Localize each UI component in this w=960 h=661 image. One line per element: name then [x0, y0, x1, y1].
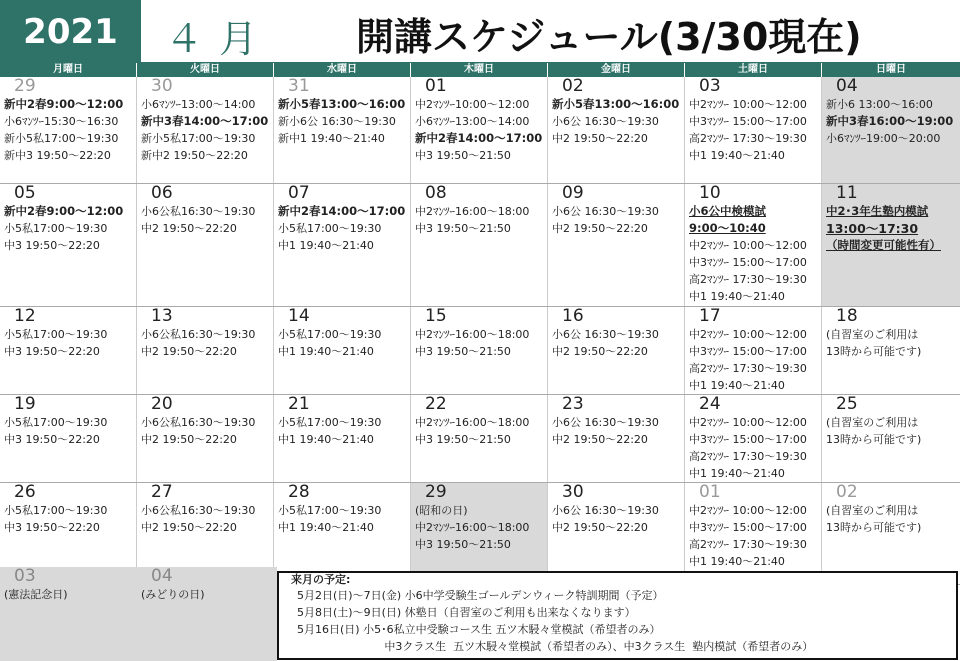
calendar-week-row [0, 77, 960, 184]
day-number: 26 [14, 483, 36, 502]
schedule-entry: 小6公 16:30～19:30 [552, 416, 659, 429]
schedule-entry: (自習室のご利用は [826, 328, 919, 341]
schedule-entry: 小6公 16:30～19:30 [552, 504, 659, 517]
schedule-entry: 小6公私16:30～19:30 [141, 504, 256, 517]
day-number: 16 [562, 307, 584, 326]
schedule-entry: 中3 19:50～21:50 [415, 538, 511, 551]
schedule-entry: 13:00～17:30 [826, 221, 919, 236]
schedule-entry: (自習室のご利用は [826, 416, 919, 429]
schedule-entry: 新中2 19:50～22:20 [141, 149, 248, 162]
schedule-entry: (昭和の日) [415, 504, 468, 517]
day-number: 15 [425, 307, 447, 326]
holiday-note: (憲法記念日) [4, 588, 68, 601]
schedule-entry: 中2ﾏﾝﾂｰ16:00～18:00 [415, 205, 530, 218]
weekday-header: 火曜日 [137, 63, 274, 77]
schedule-entry: 小6ﾏﾝﾂｰ15:30～16:30 [4, 115, 119, 128]
day-number: 20 [151, 395, 173, 414]
schedule-entry: 小5私17:00～19:30 [278, 416, 382, 429]
schedule-entry: (自習室のご利用は [826, 504, 919, 517]
day-number: 09 [562, 184, 584, 203]
calendar-weeks [0, 77, 960, 585]
day-cell [822, 395, 960, 482]
schedule-entry: 小6公中検模試 [689, 204, 767, 218]
day-number: 28 [288, 483, 310, 502]
weekday-header: 日曜日 [822, 63, 960, 77]
day-cell [548, 307, 685, 394]
schedule-entry: 小5私17:00～19:30 [278, 328, 382, 341]
day-cell [411, 307, 548, 394]
schedule-entry: 中3ﾏﾝﾂｰ 15:00～17:00 [689, 521, 807, 534]
schedule-entry: 中3 19:50～21:50 [415, 345, 511, 358]
schedule-entry: 小6公私16:30～19:30 [141, 205, 256, 218]
day-cell [411, 77, 548, 183]
schedule-entry: 中1 19:40～21:40 [278, 239, 374, 252]
day-cell [274, 77, 411, 183]
schedule-entry: 中2 19:50～22:20 [141, 222, 237, 235]
schedule-entry: 中2 19:50～22:20 [141, 521, 237, 534]
day-number: 10 [699, 184, 721, 203]
schedule-entry: 新小6公 16:30～19:30 [278, 115, 396, 128]
schedule-entry: 高2ﾏﾝﾂｰ 17:30～19:30 [689, 132, 807, 145]
day-number: 07 [288, 184, 310, 203]
schedule-entry: 中3ﾏﾝﾂｰ 15:00～17:00 [689, 115, 807, 128]
day-cell [685, 184, 822, 306]
day-number: 30 [151, 77, 173, 96]
day-cell [0, 77, 137, 183]
day-number: 17 [699, 307, 721, 326]
weekday-header: 月曜日 [0, 63, 137, 77]
day-cell [548, 395, 685, 482]
day-cell [548, 184, 685, 306]
schedule-entry: 中3ﾏﾝﾂｰ 15:00～17:00 [689, 345, 807, 358]
day-cell [822, 307, 960, 394]
calendar-week-row [0, 307, 960, 395]
holiday-note: (みどりの日) [141, 588, 205, 601]
day-cell [685, 395, 822, 482]
schedule-entry: 新中2春9:00～12:00 [4, 97, 124, 111]
day-number: 11 [836, 184, 858, 203]
day-number: 29 [14, 77, 36, 96]
schedule-entry: 高2ﾏﾝﾂｰ 17:30～19:30 [689, 538, 807, 551]
schedule-entry: 中2ﾏﾝﾂｰ16:00～18:00 [415, 416, 530, 429]
schedule-entry: 中2 19:50～22:20 [552, 132, 648, 145]
schedule-entry: 中1 19:40～21:40 [689, 290, 785, 303]
day-number: 22 [425, 395, 447, 414]
schedule-entry: 小5私17:00～19:30 [4, 222, 108, 235]
schedule-entry: 13時から可能です) [826, 433, 922, 446]
schedule-entry: 新小6 13:00～16:00 [826, 98, 933, 111]
day-number: 08 [425, 184, 447, 203]
year-label: 2021 [0, 0, 141, 63]
schedule-entry: 13時から可能です) [826, 521, 922, 534]
schedule-entry: 小5私17:00～19:30 [4, 504, 108, 517]
day-number: 02 [836, 483, 858, 502]
day-number: 27 [151, 483, 173, 502]
schedule-entry: （時間変更可能性有） [826, 238, 941, 252]
day-cell-may-04 [137, 567, 277, 661]
schedule-entry: 中3 19:50～22:20 [4, 521, 100, 534]
day-cell [411, 395, 548, 482]
schedule-entry: 小6公 16:30～19:30 [552, 115, 659, 128]
schedule-entry: 小6公 16:30～19:30 [552, 328, 659, 341]
schedule-entry: 高2ﾏﾝﾂｰ 17:30～19:30 [689, 362, 807, 375]
month-label: ４ 月 [165, 17, 260, 61]
schedule-entry: 中3 19:50～22:20 [4, 345, 100, 358]
day-cell [685, 77, 822, 183]
schedule-entry: 新小5私17:00～19:30 [4, 132, 119, 145]
weekday-header: 水曜日 [274, 63, 411, 77]
schedule-entry: 小6公 16:30～19:30 [552, 205, 659, 218]
schedule-entry: 中1 19:40～21:40 [689, 555, 785, 568]
day-cell [822, 77, 960, 183]
day-number: 03 [699, 77, 721, 96]
day-cell [685, 307, 822, 394]
schedule-entry: 中2ﾏﾝﾂｰ 10:00～12:00 [689, 328, 807, 341]
schedule-entry: 中2ﾏﾝﾂｰ10:00～12:00 [415, 98, 530, 111]
schedule-entry: 中2 19:50～22:20 [552, 345, 648, 358]
schedule-entry: 新中2春14:00～17:00 [415, 131, 543, 145]
day-cell [274, 307, 411, 394]
day-number: 04 [836, 77, 858, 96]
schedule-entry: 中3 19:50～21:50 [415, 433, 511, 446]
day-number: 14 [288, 307, 310, 326]
schedule-entry: 新中2春9:00～12:00 [4, 204, 124, 218]
day-number: 30 [562, 483, 584, 502]
day-cell [274, 184, 411, 306]
schedule-entry: 中3ﾏﾝﾂｰ 15:00～17:00 [689, 256, 807, 269]
day-number: 03 [14, 566, 36, 586]
schedule-entry: 中2ﾏﾝﾂｰ16:00～18:00 [415, 521, 530, 534]
schedule-entry: 中3ﾏﾝﾂｰ 15:00～17:00 [689, 433, 807, 446]
day-number: 01 [699, 483, 721, 502]
schedule-entry: 中2ﾏﾝﾂｰ16:00～18:00 [415, 328, 530, 341]
schedule-entry: 中3 19:50～22:20 [4, 239, 100, 252]
day-cell [0, 307, 137, 394]
schedule-entry: 中2ﾏﾝﾂｰ 10:00～12:00 [689, 416, 807, 429]
schedule-entry: 小5私17:00～19:30 [4, 328, 108, 341]
schedule-entry: 小6ﾏﾝﾂｰ13:00～14:00 [141, 98, 256, 111]
day-cell [0, 184, 137, 306]
day-number: 12 [14, 307, 36, 326]
day-cell [137, 77, 274, 183]
weekday-header: 金曜日 [548, 63, 685, 77]
schedule-entry: 新中1 19:40～21:40 [278, 132, 385, 145]
schedule-entry: 中2 19:50～22:20 [552, 433, 648, 446]
schedule-entry: 中1 19:40～21:40 [689, 379, 785, 392]
schedule-entry: 小6公私16:30～19:30 [141, 416, 256, 429]
day-number: 25 [836, 395, 858, 414]
day-number: 24 [699, 395, 721, 414]
schedule-entry: 新小5私17:00～19:30 [141, 132, 256, 145]
schedule-entry: 中2ﾏﾝﾂｰ 10:00～12:00 [689, 504, 807, 517]
schedule-entry: 小5私17:00～19:30 [278, 222, 382, 235]
day-cell [822, 184, 960, 306]
schedule-entry: 中3 19:50～22:20 [4, 433, 100, 446]
schedule-entry: 小5私17:00～19:30 [278, 504, 382, 517]
schedule-entry: 小5私17:00～19:30 [4, 416, 108, 429]
schedule-entry: 中1 19:40～21:40 [278, 521, 374, 534]
schedule-entry: 中1 19:40～21:40 [278, 433, 374, 446]
weekday-header: 木曜日 [411, 63, 548, 77]
next-month-line: 中3クラス生 五ツ木駸々堂模試（希望者のみ）、中3クラス生 塾内模試（希望者のみ） [297, 640, 814, 653]
schedule-entry: 小6公私16:30～19:30 [141, 328, 256, 341]
day-number: 29 [425, 483, 447, 502]
schedule-entry: 新小5春13:00～16:00 [278, 97, 406, 111]
schedule-entry: 中2ﾏﾝﾂｰ 10:00～12:00 [689, 98, 807, 111]
schedule-entry: 高2ﾏﾝﾂｰ 17:30～19:30 [689, 273, 807, 286]
next-month-line: 5月8日(土)～9日(日) 休塾日（自習室のご利用も出来なくなります） [297, 606, 636, 619]
schedule-entry: 新中2春14:00～17:00 [278, 204, 406, 218]
schedule-entry: 中1 19:40～21:40 [278, 345, 374, 358]
weekday-header: 土曜日 [685, 63, 822, 77]
schedule-entry: 中3 19:50～21:50 [415, 222, 511, 235]
schedule-entry: 新小5春13:00～16:00 [552, 97, 680, 111]
day-number: 19 [14, 395, 36, 414]
next-month-line: 5月16日(日) 小5･6私立中受験コース生 五ツ木駸々堂模試（希望者のみ） [297, 623, 661, 636]
schedule-entry: 中2 19:50～22:20 [552, 222, 648, 235]
next-month-box [277, 571, 958, 660]
day-cell [411, 184, 548, 306]
schedule-entry: 中1 19:40～21:40 [689, 467, 785, 480]
schedule-entry: 小6ﾏﾝﾂｰ13:00～14:00 [415, 115, 530, 128]
calendar-week-row [0, 395, 960, 483]
schedule-entry: 高2ﾏﾝﾂｰ 17:30～19:30 [689, 450, 807, 463]
schedule-entry: 新中3春14:00～17:00 [141, 114, 269, 128]
day-number: 04 [151, 566, 173, 586]
day-cell [274, 395, 411, 482]
next-month-line: 5月2日(日)～7日(金) 小6中学受験生ゴールデンウィーク特訓期間（予定） [297, 589, 664, 602]
schedule-entry: 中2 19:50～22:20 [141, 345, 237, 358]
day-cell [137, 307, 274, 394]
day-number: 21 [288, 395, 310, 414]
day-number: 18 [836, 307, 858, 326]
day-cell [137, 184, 274, 306]
day-number: 06 [151, 184, 173, 203]
calendar-grid [0, 63, 960, 585]
day-cell [137, 395, 274, 482]
calendar-week-row [0, 184, 960, 307]
schedule-entry: 新中3春16:00～19:00 [826, 114, 954, 128]
day-number: 31 [288, 77, 310, 96]
schedule-entry: 中2･3年生塾内模試 [826, 204, 929, 218]
schedule-entry: 中1 19:40～21:40 [689, 149, 785, 162]
schedule-entry: 中3 19:50～21:50 [415, 149, 511, 162]
schedule-entry: 新中3 19:50～22:20 [4, 149, 111, 162]
day-cell [548, 77, 685, 183]
day-number: 13 [151, 307, 173, 326]
schedule-entry: 13時から可能です) [826, 345, 922, 358]
schedule-entry: 中2ﾏﾝﾂｰ 10:00～12:00 [689, 239, 807, 252]
day-cell [0, 395, 137, 482]
day-cell-may-03 [0, 567, 137, 661]
day-number: 01 [425, 77, 447, 96]
schedule-entry: 9:00～10:40 [689, 221, 766, 235]
weekday-header-row [0, 63, 960, 77]
day-number: 23 [562, 395, 584, 414]
day-number: 02 [562, 77, 584, 96]
next-month-heading: 来月の予定: [291, 573, 351, 586]
schedule-entry: 小6ﾏﾝﾂｰ19:00～20:00 [826, 132, 941, 145]
schedule-entry: 中2 19:50～22:20 [141, 433, 237, 446]
day-number: 05 [14, 184, 36, 203]
page-title: 開講スケジュール(3/30現在) [356, 15, 862, 59]
schedule-entry: 中2 19:50～22:20 [552, 521, 648, 534]
